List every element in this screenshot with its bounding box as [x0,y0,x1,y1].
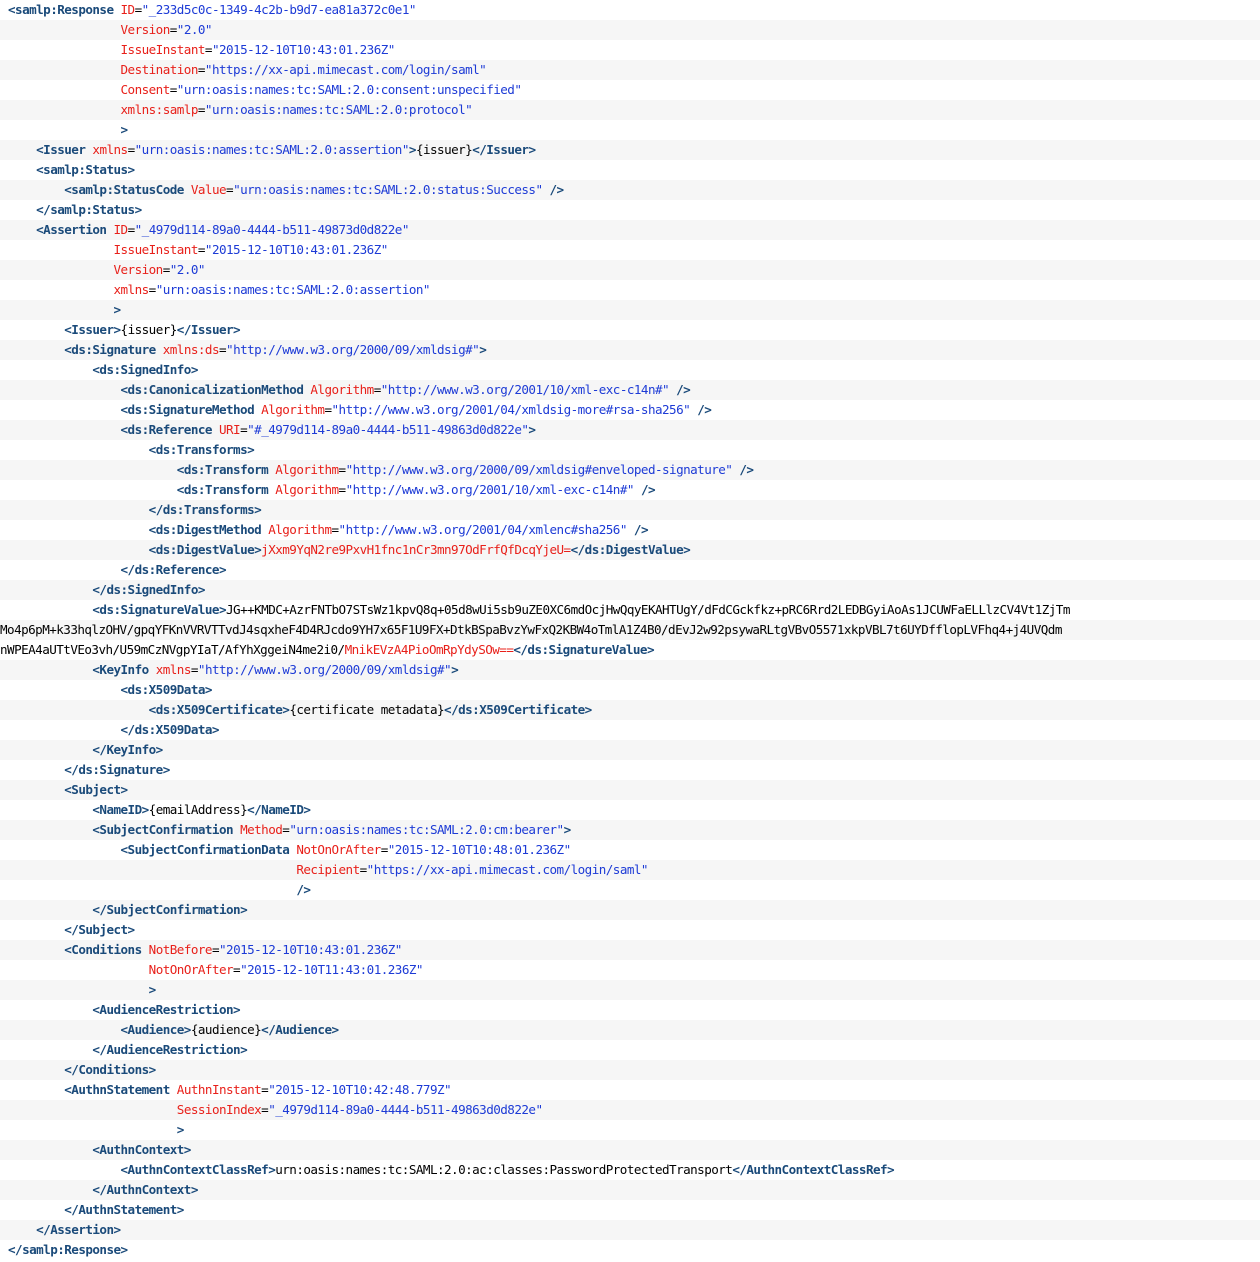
code-line [0,840,1260,860]
xml-tag: <ds:CanonicalizationMethod [120,382,311,397]
xml-attribute-name: IssueInstant [113,242,198,257]
indent [8,902,92,917]
code-line [0,220,1260,240]
code-line [0,780,1260,800]
code-line [0,180,1260,200]
xml-tag: <ds:SignedInfo> [92,362,198,377]
xml-text: = [373,382,381,397]
xml-attribute-value: "2015-12-10T10:43:01.236Z" [204,242,388,257]
xml-attribute-value: "2015-12-10T10:48:01.236Z" [387,842,571,857]
indent [8,1102,177,1117]
xml-attribute-value: "_233d5c0c-1349-4c2b-b9d7-ea81a372c0e1" [141,2,416,17]
indent [8,522,149,537]
xml-tag: <samlp:Status> [36,162,135,177]
indent [8,422,121,437]
indent [8,942,64,957]
xml-text: = [169,82,177,97]
xml-attribute-value: "_4979d114-89a0-4444-b511-49873d0d822e" [134,222,409,237]
indent [8,22,121,37]
xml-attribute-value: "http://www.w3.org/2001/10/xml-exc-c14n#" [345,482,634,497]
indent [8,462,177,477]
xml-tag: </Conditions> [64,1062,156,1077]
xml-attribute-name: SessionIndex [176,1102,262,1117]
code-line [0,320,1260,340]
xml-text: Mo4p6pM+k33hqlzOHV/gpqYFKnVVRVTTvdJ4sqxheF4D4RJcdo9YH7x65F1U9FX+DtkBSpaBvzYwFxQ2KBW4oTmlA1Z4B0/dEvJ2w92psywaRLtgVBvO5571xkpVBL7t6UYDfflopLVFhq4+j4UVQdm [0,622,1062,637]
xml-attribute-name: Consent [120,82,170,97]
code-line [0,20,1260,40]
xml-tag: </ds:Transforms> [148,502,262,517]
xml-tag: <Subject> [64,782,128,797]
code-line [0,1240,1260,1260]
code-line [0,560,1260,580]
xml-text: urn:oasis:names:tc:SAML:2.0:ac:classes:PasswordProtectedTransport [275,1162,733,1177]
xml-text: {audience} [190,1022,262,1037]
indent [8,362,92,377]
xml-tag: <ds:Signature [64,342,163,357]
xml-tag: <samlp:StatusCode [64,182,191,197]
code-line [0,380,1260,400]
xml-tag: <ds:DigestMethod [148,522,269,537]
indent [8,142,36,157]
code-line [0,1140,1260,1160]
indent [8,62,121,77]
code-line [0,240,1260,260]
xml-tag: <ds:Reference [120,422,219,437]
code-line [0,1200,1260,1220]
code-line [0,500,1260,520]
xml-attribute-name: Algorithm [275,462,339,477]
code-line [0,1080,1260,1100]
xml-tag: </ds:SignedInfo> [92,582,205,597]
xml-tag: > [148,982,156,997]
xml-tag: <Audience> [120,1022,191,1037]
indent [8,582,92,597]
xml-text: = [127,222,135,237]
xml-tag: <AuthnContextClassRef> [120,1162,276,1177]
code-line [0,280,1260,300]
xml-attribute-value: "2015-12-10T10:43:01.236Z" [211,42,395,57]
xml-tag: </AudienceRestriction> [92,1042,248,1057]
code-line [0,260,1260,280]
indent [8,42,121,57]
indent [8,842,121,857]
xml-tag: > [528,422,536,437]
code-line [0,200,1260,220]
indent [8,1122,177,1137]
xml-attribute-name: Value [190,182,227,197]
xml-tag: <ds:Transform [176,462,276,477]
xml-attribute-name: Method [240,822,283,837]
code-line [0,520,1260,540]
code-line [0,600,1260,620]
indent [8,1042,92,1057]
code-line [0,340,1260,360]
code-line [0,80,1260,100]
code-line [0,360,1260,380]
xml-tag: /> [633,482,656,497]
code-line [0,1040,1260,1060]
xml-text: = [127,142,135,157]
xml-attribute-name: Recipient [296,862,360,877]
xml-tag: <NameID> [92,802,149,817]
code-line [0,0,1260,20]
xml-tag: </ds:X509Certificate> [444,702,592,717]
xml-tag: </AuthnStatement> [64,1202,184,1217]
xml-text: = [338,482,346,497]
code-line [0,1060,1260,1080]
indent [8,82,121,97]
code-line [0,460,1260,480]
xml-attribute-name: xmlns:samlp [120,102,198,117]
xml-tag: </samlp:Status> [36,202,142,217]
xml-tag: <ds:SignatureValue> [92,602,227,617]
indent [8,402,121,417]
indent [8,762,64,777]
code-line [0,660,1260,680]
indent [8,1162,121,1177]
xml-attribute-name: NotOnOrAfter [296,842,381,857]
indent [8,602,92,617]
xml-tag: /> [626,522,648,537]
xml-attribute-value: "https://xx-api.mimecast.com/login/saml" [204,62,487,77]
indent [8,962,149,977]
indent [8,442,149,457]
xml-attribute-value: "http://www.w3.org/2001/04/xmlenc#sha256" [338,522,627,537]
code-line [0,900,1260,920]
xml-attribute-name: xmlns:ds [162,342,219,357]
indent [8,282,113,297]
xml-tag: <Issuer [36,142,93,157]
xml-text: = [162,262,170,277]
xml-text: = [211,942,219,957]
code-line [0,400,1260,420]
indent [8,542,149,557]
indent [8,662,92,677]
xml-tag: <Conditions [64,942,149,957]
code-line [0,920,1260,940]
code-line [0,980,1260,1000]
xml-attribute-value: "http://www.w3.org/2000/09/xmldsig#" [226,342,480,357]
xml-tag: /> [690,402,712,417]
indent [8,822,92,837]
xml-attribute-value: "2015-12-10T11:43:01.236Z" [240,962,423,977]
xml-attribute-name: Version [120,22,170,37]
code-line [0,300,1260,320]
xml-tag: <KeyInfo [92,662,156,677]
code-line [0,140,1260,160]
xml-tag: </NameID> [247,802,311,817]
indent [8,182,64,197]
xml-attribute-value: "urn:oasis:names:tc:SAML:2.0:assertion" [155,282,430,297]
xml-text: = [233,962,241,977]
indent [8,1222,36,1237]
indent [8,242,113,257]
xml-text: = [282,822,290,837]
code-line [0,580,1260,600]
code-line [0,700,1260,720]
code-line [0,1020,1260,1040]
xml-tag: <ds:X509Data> [120,682,212,697]
xml-text: {issuer} [415,142,473,157]
xml-attribute-value: "urn:oasis:names:tc:SAML:2.0:consent:unspecified" [176,82,522,97]
indent [8,1202,64,1217]
code-line [0,720,1260,740]
xml-attribute-name: NotBefore [148,942,212,957]
xml-attribute-value: "http://www.w3.org/2001/04/xmldsig-more#rsa-sha256" [331,402,691,417]
code-line [0,420,1260,440]
xml-tag: </SubjectConfirmation> [92,902,248,917]
code-line [0,1180,1260,1200]
xml-text: = [261,1082,269,1097]
xml-text: = [218,342,227,357]
indent [8,782,64,797]
xml-attribute-name: xmlns [92,142,128,157]
indent [8,802,92,817]
code-line [0,1100,1260,1120]
xml-text: = [380,842,388,857]
xml-tag: > [479,342,487,357]
xml-tag: <ds:X509Certificate> [148,702,290,717]
xml-tag: /> [669,382,691,397]
indent [8,502,149,517]
xml-highlight-value: jXxm9YqN2re9PxvH1fnc1nCr3mn97OdFrfQfDcqYjeU= [261,542,571,557]
code-line [0,60,1260,80]
code-line [0,1120,1260,1140]
indent [8,122,121,137]
indent [8,302,113,317]
xml-attribute-value: "https://xx-api.mimecast.com/login/saml" [366,862,648,877]
xml-text: = [197,62,205,77]
xml-attribute-value: "#_4979d114-89a0-4444-b511-49863d0d822e" [247,422,529,437]
xml-attribute-value: "http://www.w3.org/2000/09/xmldsig#" [197,662,452,677]
indent [8,882,296,897]
xml-tag: <AuthnStatement [64,1082,177,1097]
indent [8,322,64,337]
indent [8,482,177,497]
xml-attribute-name: xmlns [113,282,149,297]
code-line [0,540,1260,560]
xml-text: = [338,462,346,477]
code-line [0,40,1260,60]
xml-attribute-name: Algorithm [275,482,339,497]
xml-text: = [324,402,332,417]
xml-tag: <Assertion [36,222,114,237]
indent [8,702,149,717]
indent [8,722,121,737]
xml-tag: /> [542,182,564,197]
indent [8,682,121,697]
xml-highlight-value: MnikEVzA4PioOmRpYdySOw== [344,642,514,657]
indent [8,222,36,237]
xml-text: = [261,1102,269,1117]
xml-attribute-value: "http://www.w3.org/2001/10/xml-exc-c14n#" [380,382,670,397]
code-line [0,480,1260,500]
xml-attribute-name: ID [120,2,135,17]
indent [8,1002,92,1017]
xml-tag: <SubjectConfirmationData [120,842,297,857]
xml-attribute-name: AuthnInstant [176,1082,262,1097]
indent [8,562,121,577]
xml-attribute-value: "2015-12-10T10:43:01.236Z" [219,942,402,957]
indent [8,342,64,357]
code-line [0,940,1260,960]
xml-attribute-name: Algorithm [310,382,374,397]
xml-attribute-value: "http://www.w3.org/2000/09/xmldsig#enveloped-signature" [345,462,733,477]
xml-tag: > [120,122,128,137]
xml-tag: <ds:Transform [176,482,276,497]
code-line [0,860,1260,880]
code-line [0,760,1260,780]
xml-tag: </Issuer> [472,142,536,157]
indent [8,202,36,217]
xml-attribute-name: Destination [120,62,198,77]
xml-attribute-value: "2015-12-10T10:42:48.779Z" [268,1082,452,1097]
xml-tag: <ds:DigestValue> [148,542,262,557]
xml-text: = [190,662,198,677]
xml-tag: > [176,1122,184,1137]
code-line [0,820,1260,840]
xml-text: nWPEA4aUTtVEo3vh/U59mCzNVgpYIaT/AfYhXggeiN4me2i0/ [0,642,345,657]
xml-text: = [226,182,234,197]
xml-tag: </ds:X509Data> [120,722,219,737]
xml-attribute-name: NotOnOrAfter [148,962,234,977]
xml-tag: </Subject> [64,922,135,937]
xml-tag: <samlp:Response [8,2,121,17]
xml-tag: <ds:Transforms> [148,442,255,457]
xml-attribute-value: "urn:oasis:names:tc:SAML:2.0:status:Success" [233,182,543,197]
indent [8,862,296,877]
xml-text: = [240,422,248,437]
xml-text: {certificate metadata} [289,702,445,717]
xml-text: = [134,2,142,17]
xml-tag: <ds:SignatureMethod [120,402,262,417]
code-line [0,1160,1260,1180]
xml-tag: /> [296,882,311,897]
xml-attribute-name: Algorithm [268,522,332,537]
code-line [0,120,1260,140]
xml-attribute-value: "urn:oasis:names:tc:SAML:2.0:assertion" [134,142,409,157]
code-line [0,800,1260,820]
indent [8,1022,121,1037]
xml-text: = [148,282,156,297]
xml-attribute-name: ID [113,222,128,237]
xml-attribute-name: IssueInstant [120,42,205,57]
code-line [0,880,1260,900]
indent [8,382,121,397]
xml-attribute-name: Version [113,262,163,277]
xml-tag: </Issuer> [176,322,241,337]
xml-tag: /> [732,462,754,477]
xml-tag: > [408,142,416,157]
xml-attribute-name: Algorithm [261,402,325,417]
code-line [0,1220,1260,1240]
xml-tag: </ds:DigestValue> [570,542,691,557]
indent [8,982,149,997]
indent [8,162,36,177]
xml-tag: </AuthnContextClassRef> [732,1162,895,1177]
xml-attribute-value: "2.0" [176,22,212,37]
indent [8,742,92,757]
code-line [0,640,1260,660]
code-line [0,440,1260,460]
xml-tag: > [451,662,459,677]
code-line [0,1000,1260,1020]
xml-tag: </ds:Reference> [120,562,226,577]
xml-tag: </samlp:Response> [8,1242,128,1257]
indent [8,102,121,117]
xml-tag: </Assertion> [36,1222,121,1237]
xml-tag: </ds:SignatureValue> [513,642,655,657]
xml-attribute-value: "_4979d114-89a0-4444-b511-49863d0d822e" [268,1102,543,1117]
xml-attribute-value: "2.0" [169,262,205,277]
xml-text: = [331,522,339,537]
indent [8,1142,92,1157]
xml-tag: <AuthnContext> [92,1142,191,1157]
code-line [0,160,1260,180]
xml-text: = [169,22,177,37]
xml-tag: </Audience> [261,1022,339,1037]
xml-text: JG++KMDC+AzrFNTbO7STsWz1kpvQ8q+05d8wUi5sb9uZE0XC6mdOcjHwQqyEKAHTUgY/dFdCGckfkz+pRC6Rrd2LEDBGyiAoAs1JCUWFaELLlzCV4Vt1ZjTm [226,602,1070,617]
xml-text: = [359,862,367,877]
xml-text: {issuer} [120,322,177,337]
xml-tag: </KeyInfo> [92,742,163,757]
indent [8,1062,64,1077]
xml-tag: <AudienceRestriction> [92,1002,241,1017]
indent [8,1182,92,1197]
xml-text: = [204,42,212,57]
xml-text: = [197,242,205,257]
xml-tag: <SubjectConfirmation [92,822,241,837]
xml-attribute-name: URI [218,422,241,437]
code-line [0,680,1260,700]
xml-tag: > [563,822,571,837]
xml-tag: </ds:Signature> [64,762,170,777]
code-line [0,740,1260,760]
xml-tag: </AuthnContext> [92,1182,198,1197]
xml-attribute-value: "urn:oasis:names:tc:SAML:2.0:protocol" [204,102,473,117]
xml-tag: > [113,302,121,317]
code-line [0,620,1260,640]
xml-text: {emailAddress} [148,802,248,817]
xml-tag: <Issuer> [64,322,121,337]
indent [8,1082,64,1097]
code-line [0,100,1260,120]
xml-attribute-value: "urn:oasis:names:tc:SAML:2.0:cm:bearer" [289,822,564,837]
indent [8,262,113,277]
xml-text: = [197,102,205,117]
xml-attribute-name: xmlns [155,662,191,677]
indent [8,922,64,937]
code-line [0,960,1260,980]
